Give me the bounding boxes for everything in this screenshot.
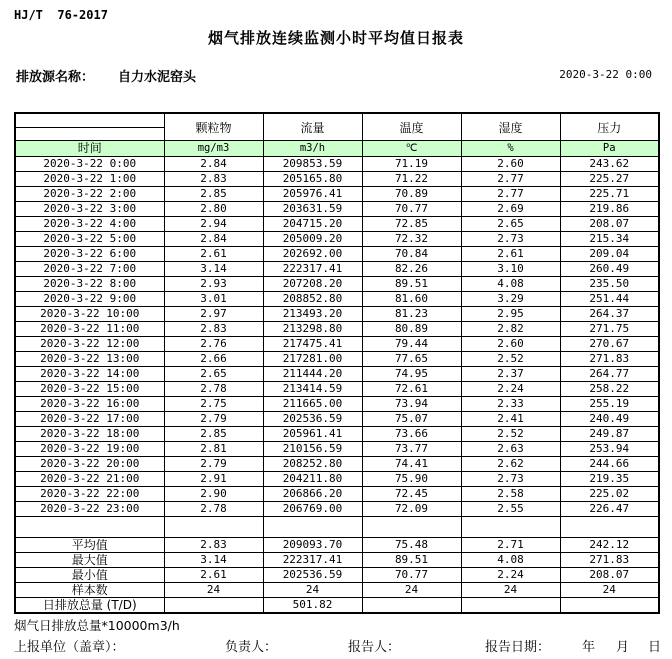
row-value-cell: 75.07 bbox=[362, 412, 461, 427]
row-value-cell: 3.01 bbox=[164, 292, 263, 307]
row-value-cell: 205976.41 bbox=[263, 187, 362, 202]
summary-value-cell: 2.71 bbox=[461, 538, 560, 553]
summary-value-cell: 24 bbox=[461, 583, 560, 598]
doc-standard-code: HJ/T 76-2017 bbox=[14, 8, 108, 22]
summary-label-cell: 最大值 bbox=[15, 553, 164, 568]
row-time-cell: 2020-3-22 18:00 bbox=[15, 427, 164, 442]
summary-value-cell: 4.08 bbox=[461, 553, 560, 568]
row-value-cell: 270.67 bbox=[560, 337, 659, 352]
row-value-cell: 222317.41 bbox=[263, 262, 362, 277]
summary-value-cell: 202536.59 bbox=[263, 568, 362, 583]
row-value-cell: 80.89 bbox=[362, 322, 461, 337]
row-value-cell: 3.29 bbox=[461, 292, 560, 307]
row-value-cell: 208.07 bbox=[560, 217, 659, 232]
row-value-cell: 217475.41 bbox=[263, 337, 362, 352]
row-value-cell: 219.86 bbox=[560, 202, 659, 217]
row-time-cell: 2020-3-22 3:00 bbox=[15, 202, 164, 217]
empty-cell bbox=[461, 517, 560, 538]
row-time-cell: 2020-3-22 4:00 bbox=[15, 217, 164, 232]
row-value-cell: 206866.20 bbox=[263, 487, 362, 502]
row-time-cell: 2020-3-22 19:00 bbox=[15, 442, 164, 457]
report-datetime: 2020-3-22 0:00 bbox=[559, 68, 652, 81]
row-value-cell: 2.79 bbox=[164, 412, 263, 427]
row-time-cell: 2020-3-22 13:00 bbox=[15, 352, 164, 367]
row-value-cell: 2.61 bbox=[461, 247, 560, 262]
row-value-cell: 2.83 bbox=[164, 172, 263, 187]
row-time-cell: 2020-3-22 1:00 bbox=[15, 172, 164, 187]
row-value-cell: 81.23 bbox=[362, 307, 461, 322]
row-value-cell: 2.65 bbox=[461, 217, 560, 232]
column-header-pressure: 压力 bbox=[560, 113, 659, 141]
row-value-cell: 2.85 bbox=[164, 427, 263, 442]
summary-value-cell: 2.83 bbox=[164, 538, 263, 553]
row-value-cell: 2.55 bbox=[461, 502, 560, 517]
row-value-cell: 89.51 bbox=[362, 277, 461, 292]
row-value-cell: 74.95 bbox=[362, 367, 461, 382]
corner-top-cell bbox=[16, 114, 164, 128]
emission-source-name: 自力水泥窑头 bbox=[118, 70, 197, 85]
table-row bbox=[15, 442, 659, 457]
row-value-cell: 258.22 bbox=[560, 382, 659, 397]
monitoring-table bbox=[14, 112, 660, 614]
row-value-cell: 207208.20 bbox=[263, 277, 362, 292]
reporter-label: 报告人： bbox=[348, 640, 401, 655]
table-row bbox=[15, 217, 659, 232]
row-value-cell: 202536.59 bbox=[263, 412, 362, 427]
column-header-row bbox=[15, 113, 659, 141]
table-row bbox=[15, 427, 659, 442]
row-value-cell: 2.60 bbox=[461, 337, 560, 352]
row-value-cell: 2.97 bbox=[164, 307, 263, 322]
row-time-cell: 2020-3-22 16:00 bbox=[15, 397, 164, 412]
table-row bbox=[15, 367, 659, 382]
summary-value-cell: 208.07 bbox=[560, 568, 659, 583]
row-value-cell: 217281.00 bbox=[263, 352, 362, 367]
row-value-cell: 2.63 bbox=[461, 442, 560, 457]
summary-value-cell: 3.14 bbox=[164, 553, 263, 568]
row-value-cell: 72.45 bbox=[362, 487, 461, 502]
row-value-cell: 219.35 bbox=[560, 472, 659, 487]
summary-value-cell: 70.77 bbox=[362, 568, 461, 583]
row-value-cell: 77.65 bbox=[362, 352, 461, 367]
empty-cell bbox=[362, 517, 461, 538]
table-row bbox=[15, 247, 659, 262]
row-value-cell: 2.61 bbox=[164, 247, 263, 262]
row-value-cell: 271.83 bbox=[560, 352, 659, 367]
summary-row bbox=[15, 553, 659, 568]
column-header-flow: 流量 bbox=[263, 113, 362, 141]
row-value-cell: 271.75 bbox=[560, 322, 659, 337]
row-value-cell: 3.10 bbox=[461, 262, 560, 277]
row-value-cell: 3.14 bbox=[164, 262, 263, 277]
row-time-cell: 2020-3-22 10:00 bbox=[15, 307, 164, 322]
summary-value-cell bbox=[461, 598, 560, 614]
corner-bottom-cell bbox=[16, 128, 164, 140]
summary-value-cell: 89.51 bbox=[362, 553, 461, 568]
row-time-cell: 2020-3-22 15:00 bbox=[15, 382, 164, 397]
unit-temperature: ℃ bbox=[362, 141, 461, 157]
table-row bbox=[15, 472, 659, 487]
row-value-cell: 2.37 bbox=[461, 367, 560, 382]
table-row bbox=[15, 292, 659, 307]
summary-value-cell: 271.83 bbox=[560, 553, 659, 568]
summary-value-cell: 75.48 bbox=[362, 538, 461, 553]
row-value-cell: 2.41 bbox=[461, 412, 560, 427]
summary-value-cell: 501.82 bbox=[263, 598, 362, 614]
unit-flow: m3/h bbox=[263, 141, 362, 157]
row-value-cell: 2.52 bbox=[461, 427, 560, 442]
row-time-cell: 2020-3-22 22:00 bbox=[15, 487, 164, 502]
row-value-cell: 208852.80 bbox=[263, 292, 362, 307]
row-time-cell: 2020-3-22 6:00 bbox=[15, 247, 164, 262]
summary-value-cell bbox=[362, 598, 461, 614]
table-row bbox=[15, 382, 659, 397]
row-value-cell: 251.44 bbox=[560, 292, 659, 307]
empty-cell bbox=[15, 517, 164, 538]
row-value-cell: 209.04 bbox=[560, 247, 659, 262]
row-value-cell: 72.85 bbox=[362, 217, 461, 232]
table-row bbox=[15, 457, 659, 472]
summary-row bbox=[15, 598, 659, 614]
row-value-cell: 2.58 bbox=[461, 487, 560, 502]
year-label: 年 bbox=[582, 640, 596, 655]
table-row bbox=[15, 502, 659, 517]
row-value-cell: 2.76 bbox=[164, 337, 263, 352]
unit-pressure: Pa bbox=[560, 141, 659, 157]
row-value-cell: 70.89 bbox=[362, 187, 461, 202]
row-value-cell: 225.27 bbox=[560, 172, 659, 187]
row-value-cell: 2.78 bbox=[164, 502, 263, 517]
column-header-temperature: 温度 bbox=[362, 113, 461, 141]
summary-value-cell: 24 bbox=[263, 583, 362, 598]
row-value-cell: 2.81 bbox=[164, 442, 263, 457]
row-value-cell: 226.47 bbox=[560, 502, 659, 517]
corner-cell bbox=[15, 113, 164, 141]
row-time-cell: 2020-3-22 20:00 bbox=[15, 457, 164, 472]
row-value-cell: 2.66 bbox=[164, 352, 263, 367]
summary-value-cell: 242.12 bbox=[560, 538, 659, 553]
row-value-cell: 2.91 bbox=[164, 472, 263, 487]
emission-source-row bbox=[16, 66, 196, 85]
summary-label-cell: 样本数 bbox=[15, 583, 164, 598]
row-value-cell: 2.33 bbox=[461, 397, 560, 412]
row-value-cell: 210156.59 bbox=[263, 442, 362, 457]
row-value-cell: 2.78 bbox=[164, 382, 263, 397]
table-row bbox=[15, 232, 659, 247]
row-value-cell: 240.49 bbox=[560, 412, 659, 427]
row-value-cell: 73.94 bbox=[362, 397, 461, 412]
row-value-cell: 2.73 bbox=[461, 232, 560, 247]
table-row bbox=[15, 262, 659, 277]
emission-source-label: 排放源名称： bbox=[16, 70, 95, 85]
row-value-cell: 2.79 bbox=[164, 457, 263, 472]
row-value-cell: 2.82 bbox=[461, 322, 560, 337]
row-value-cell: 255.19 bbox=[560, 397, 659, 412]
summary-label-cell: 平均值 bbox=[15, 538, 164, 553]
row-value-cell: 2.73 bbox=[461, 472, 560, 487]
row-value-cell: 70.77 bbox=[362, 202, 461, 217]
table-row bbox=[15, 337, 659, 352]
month-label: 月 bbox=[616, 640, 630, 655]
summary-value-cell: 209093.70 bbox=[263, 538, 362, 553]
row-value-cell: 208252.80 bbox=[263, 457, 362, 472]
row-value-cell: 73.77 bbox=[362, 442, 461, 457]
row-time-cell: 2020-3-22 21:00 bbox=[15, 472, 164, 487]
row-value-cell: 79.44 bbox=[362, 337, 461, 352]
row-value-cell: 81.60 bbox=[362, 292, 461, 307]
row-value-cell: 2.83 bbox=[164, 322, 263, 337]
row-value-cell: 72.32 bbox=[362, 232, 461, 247]
row-value-cell: 205961.41 bbox=[263, 427, 362, 442]
row-value-cell: 213414.59 bbox=[263, 382, 362, 397]
row-value-cell: 253.94 bbox=[560, 442, 659, 457]
summary-value-cell: 2.24 bbox=[461, 568, 560, 583]
row-value-cell: 206769.00 bbox=[263, 502, 362, 517]
hourly-rows bbox=[15, 157, 659, 517]
row-value-cell: 74.41 bbox=[362, 457, 461, 472]
column-header-particulate: 颗粒物 bbox=[164, 113, 263, 141]
row-value-cell: 2.75 bbox=[164, 397, 263, 412]
empty-cell bbox=[560, 517, 659, 538]
row-value-cell: 211444.20 bbox=[263, 367, 362, 382]
summary-label-cell: 日排放总量 (T/D) bbox=[15, 598, 164, 614]
report-unit-label: 上报单位（盖章）： bbox=[14, 640, 125, 655]
empty-cell bbox=[164, 517, 263, 538]
row-value-cell: 2.93 bbox=[164, 277, 263, 292]
row-value-cell: 2.80 bbox=[164, 202, 263, 217]
row-value-cell: 2.69 bbox=[461, 202, 560, 217]
row-value-cell: 264.77 bbox=[560, 367, 659, 382]
table-row bbox=[15, 397, 659, 412]
table-row bbox=[15, 187, 659, 202]
row-value-cell: 2.84 bbox=[164, 232, 263, 247]
row-time-cell: 2020-3-22 8:00 bbox=[15, 277, 164, 292]
row-time-cell: 2020-3-22 11:00 bbox=[15, 322, 164, 337]
row-value-cell: 243.62 bbox=[560, 157, 659, 172]
row-value-cell: 71.22 bbox=[362, 172, 461, 187]
row-value-cell: 211665.00 bbox=[263, 397, 362, 412]
row-value-cell: 4.08 bbox=[461, 277, 560, 292]
row-value-cell: 209853.59 bbox=[263, 157, 362, 172]
gap-section bbox=[15, 517, 659, 538]
row-value-cell: 2.77 bbox=[461, 172, 560, 187]
row-value-cell: 264.37 bbox=[560, 307, 659, 322]
row-value-cell: 244.66 bbox=[560, 457, 659, 472]
row-value-cell: 205009.20 bbox=[263, 232, 362, 247]
signature-row bbox=[0, 636, 672, 654]
row-value-cell: 215.34 bbox=[560, 232, 659, 247]
empty-spacer-row bbox=[15, 517, 659, 538]
row-value-cell: 225.71 bbox=[560, 187, 659, 202]
row-value-cell: 204211.80 bbox=[263, 472, 362, 487]
summary-value-cell bbox=[560, 598, 659, 614]
row-value-cell: 2.85 bbox=[164, 187, 263, 202]
summary-row bbox=[15, 538, 659, 553]
row-value-cell: 2.24 bbox=[461, 382, 560, 397]
row-value-cell: 71.19 bbox=[362, 157, 461, 172]
summary-row bbox=[15, 583, 659, 598]
summary-row bbox=[15, 568, 659, 583]
row-value-cell: 204715.20 bbox=[263, 217, 362, 232]
row-value-cell: 235.50 bbox=[560, 277, 659, 292]
row-time-cell: 2020-3-22 12:00 bbox=[15, 337, 164, 352]
row-value-cell: 72.61 bbox=[362, 382, 461, 397]
table-row bbox=[15, 307, 659, 322]
row-value-cell: 73.66 bbox=[362, 427, 461, 442]
report-date-label: 报告日期： bbox=[485, 640, 551, 655]
row-value-cell: 2.95 bbox=[461, 307, 560, 322]
summary-value-cell: 24 bbox=[560, 583, 659, 598]
summary-value-cell: 222317.41 bbox=[263, 553, 362, 568]
table-row bbox=[15, 202, 659, 217]
table-row bbox=[15, 322, 659, 337]
summary-value-cell: 24 bbox=[164, 583, 263, 598]
row-value-cell: 249.87 bbox=[560, 427, 659, 442]
table-row bbox=[15, 172, 659, 187]
row-value-cell: 2.60 bbox=[461, 157, 560, 172]
row-value-cell: 2.90 bbox=[164, 487, 263, 502]
row-value-cell: 225.02 bbox=[560, 487, 659, 502]
time-column-header: 时间 bbox=[15, 141, 164, 157]
table-row bbox=[15, 412, 659, 427]
table-row bbox=[15, 487, 659, 502]
row-value-cell: 2.77 bbox=[461, 187, 560, 202]
table-row bbox=[15, 277, 659, 292]
row-value-cell: 2.62 bbox=[461, 457, 560, 472]
summary-label-cell: 最小值 bbox=[15, 568, 164, 583]
row-time-cell: 2020-3-22 9:00 bbox=[15, 292, 164, 307]
row-value-cell: 213493.20 bbox=[263, 307, 362, 322]
daily-total-note: 烟气日排放总量*10000m3/h bbox=[14, 618, 180, 633]
row-time-cell: 2020-3-22 2:00 bbox=[15, 187, 164, 202]
unit-particulate: mg/m3 bbox=[164, 141, 263, 157]
row-value-cell: 203631.59 bbox=[263, 202, 362, 217]
row-value-cell: 82.26 bbox=[362, 262, 461, 277]
summary-value-cell bbox=[164, 598, 263, 614]
row-time-cell: 2020-3-22 17:00 bbox=[15, 412, 164, 427]
row-value-cell: 75.90 bbox=[362, 472, 461, 487]
row-time-cell: 2020-3-22 14:00 bbox=[15, 367, 164, 382]
row-value-cell: 72.09 bbox=[362, 502, 461, 517]
row-value-cell: 213298.80 bbox=[263, 322, 362, 337]
page-title: 烟气排放连续监测小时平均值日报表 bbox=[207, 29, 464, 47]
row-time-cell: 2020-3-22 0:00 bbox=[15, 157, 164, 172]
row-time-cell: 2020-3-22 5:00 bbox=[15, 232, 164, 247]
row-time-cell: 2020-3-22 23:00 bbox=[15, 502, 164, 517]
day-label: 日 bbox=[648, 640, 662, 655]
table-row bbox=[15, 352, 659, 367]
summary-rows bbox=[15, 538, 659, 614]
row-value-cell: 260.49 bbox=[560, 262, 659, 277]
empty-cell bbox=[263, 517, 362, 538]
table-row bbox=[15, 157, 659, 172]
column-header-humidity: 湿度 bbox=[461, 113, 560, 141]
row-value-cell: 70.84 bbox=[362, 247, 461, 262]
row-value-cell: 2.94 bbox=[164, 217, 263, 232]
unit-humidity: % bbox=[461, 141, 560, 157]
row-time-cell: 2020-3-22 7:00 bbox=[15, 262, 164, 277]
summary-value-cell: 24 bbox=[362, 583, 461, 598]
row-value-cell: 2.84 bbox=[164, 157, 263, 172]
row-value-cell: 205165.80 bbox=[263, 172, 362, 187]
row-value-cell: 2.52 bbox=[461, 352, 560, 367]
row-value-cell: 202692.00 bbox=[263, 247, 362, 262]
unit-header-row bbox=[15, 141, 659, 157]
responsible-person-label: 负责人： bbox=[225, 640, 278, 655]
row-value-cell: 2.65 bbox=[164, 367, 263, 382]
summary-value-cell: 2.61 bbox=[164, 568, 263, 583]
